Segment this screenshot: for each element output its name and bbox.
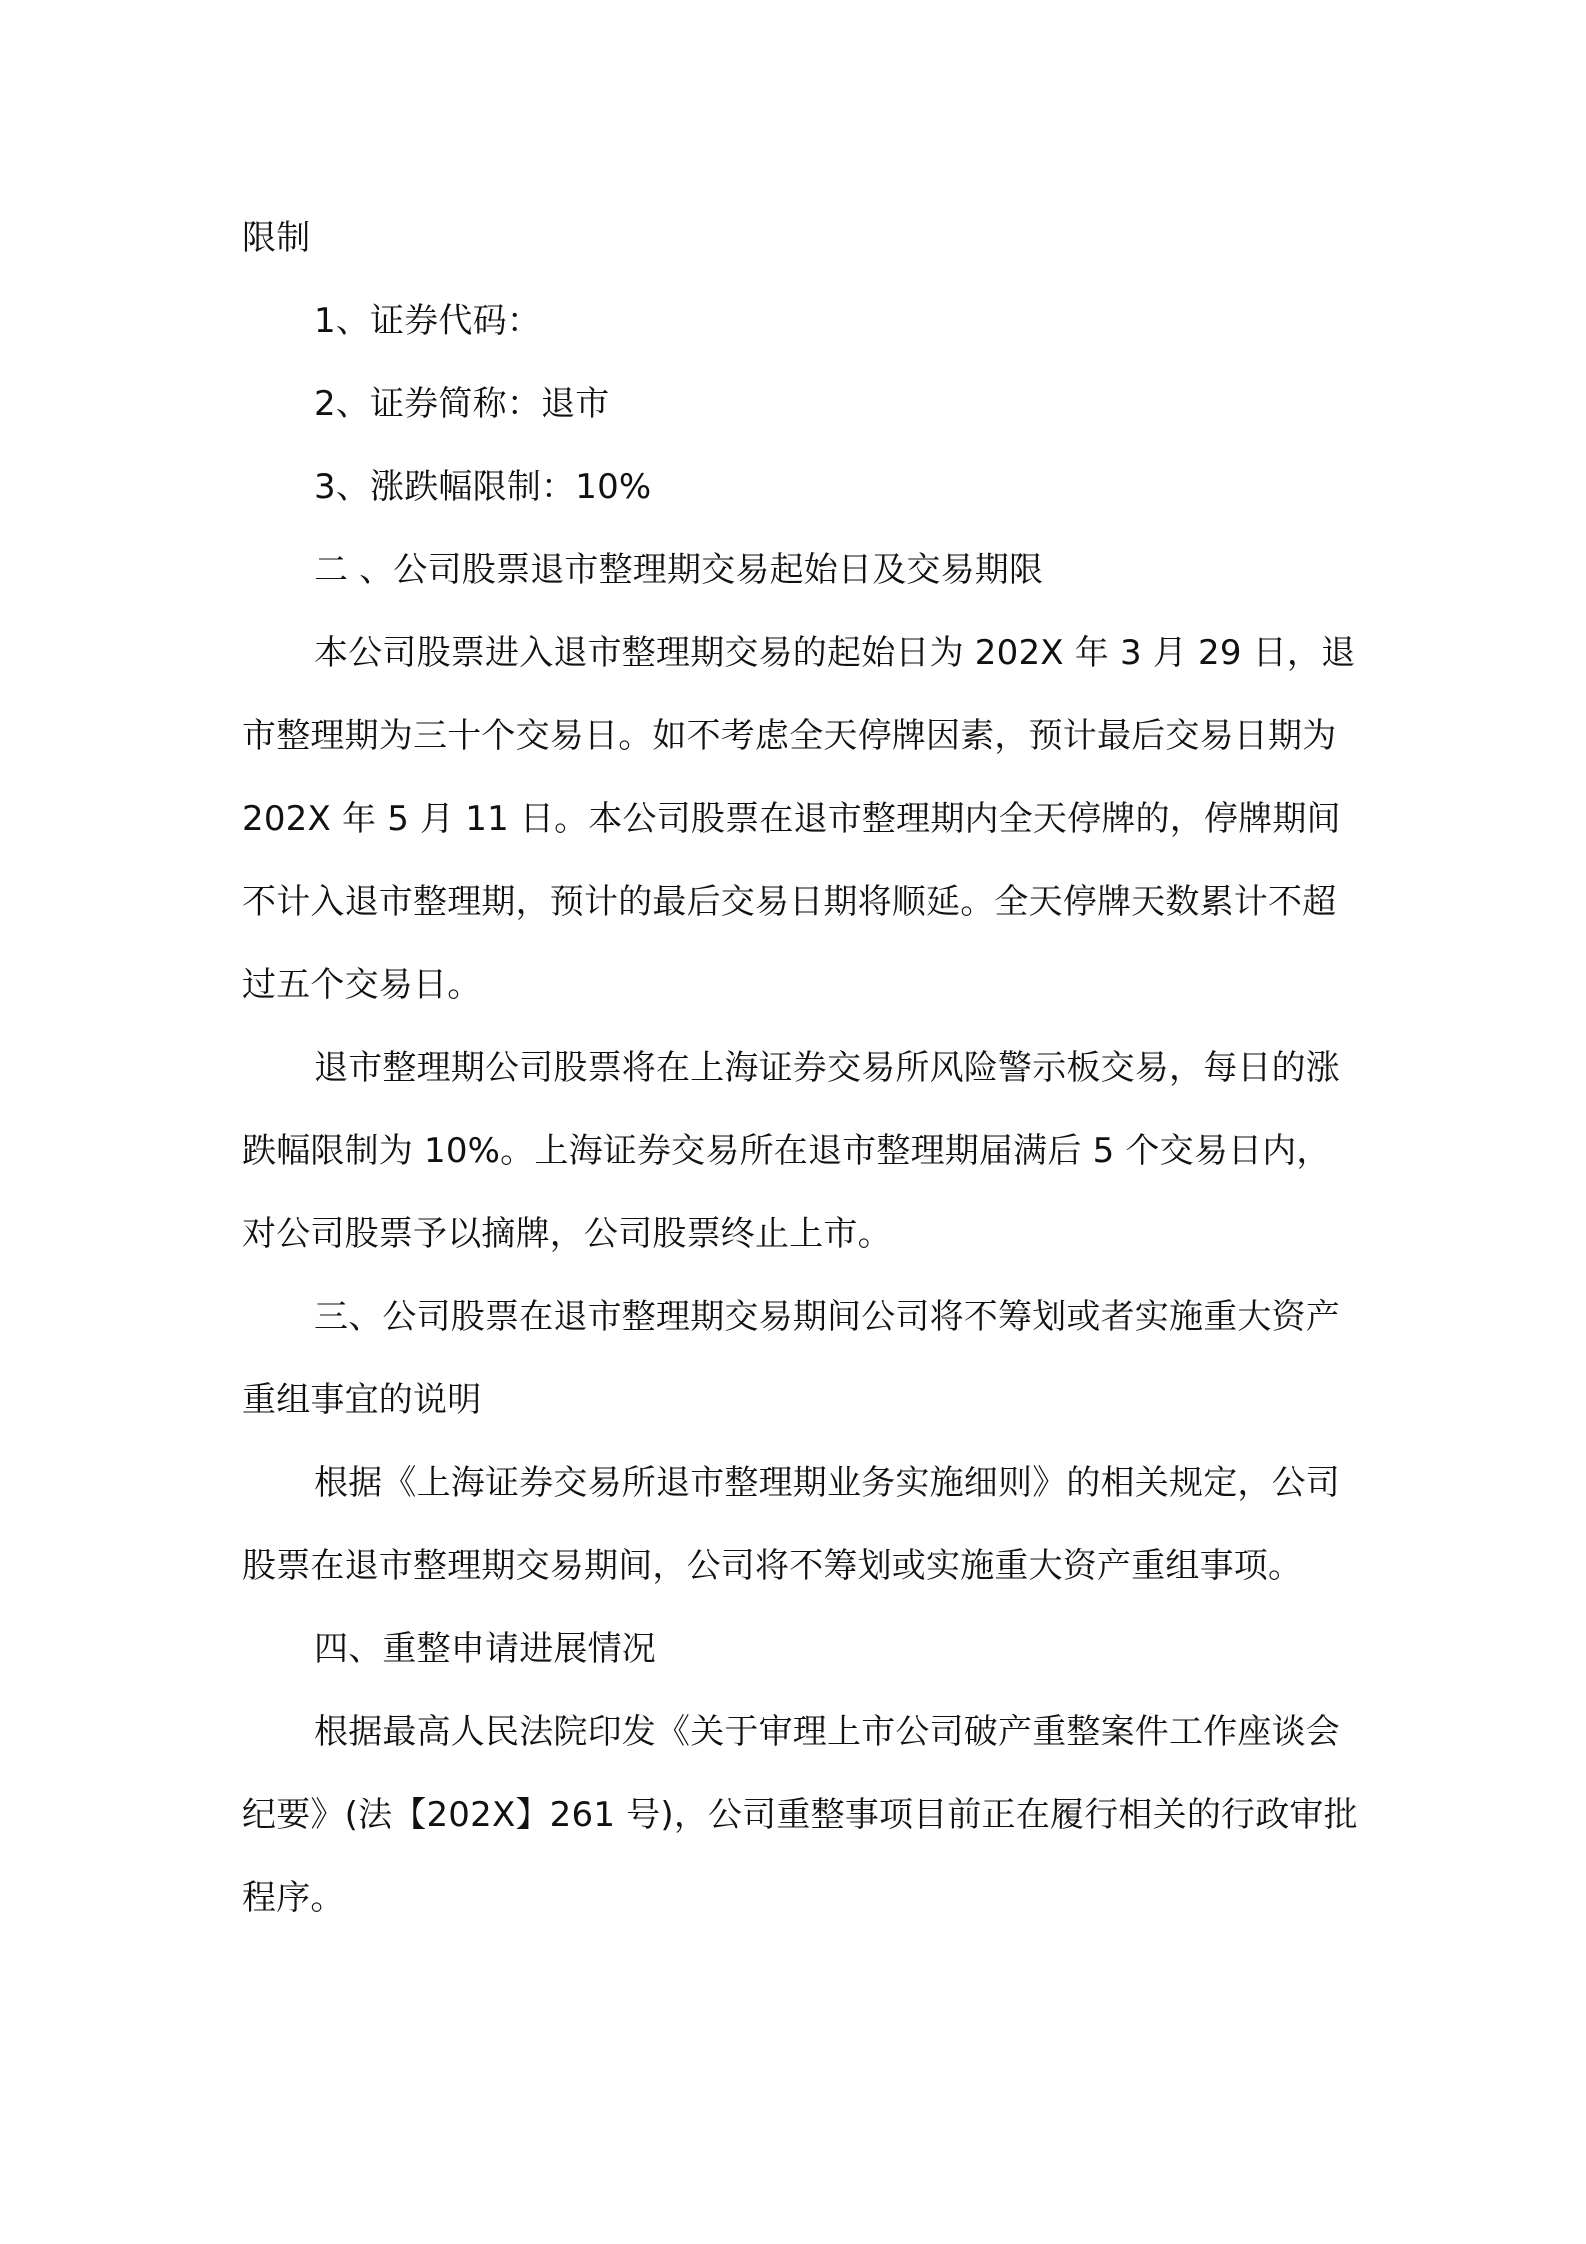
section-4-paragraph: 根据最高人民法院印发《关于审理上市公司破产重整案件工作座谈会纪要》(法【202X】261 号)，公司重整事项目前正在履行相关的行政审批程序。 — [242, 1712, 1358, 1918]
document-body — [242, 197, 1362, 1940]
section-4-heading: 四、重整申请进展情况 — [314, 1629, 656, 1669]
section-2-heading: 二 、公司股票退市整理期交易起始日及交易期限 — [314, 550, 1044, 590]
list-item-price-limit: 3、涨跌幅限制：10% — [314, 467, 652, 507]
list-item-security-code: 1、证券代码： — [314, 301, 542, 341]
section-3-paragraph: 根据《上海证券交易所退市整理期业务实施细则》的相关规定，公司股票在退市整理期交易期间，公司将不筹划或实施重大资产重组事项。 — [242, 1463, 1340, 1586]
list-item-security-name: 2、证券简称：退市 — [314, 384, 610, 424]
continuation-text: 限制 — [242, 218, 311, 258]
section-2-paragraph-1: 本公司股票进入退市整理期交易的起始日为 202X 年 3 月 29 日，退市整理期为三十个交易日。如不考虑全天停牌因素，预计最后交易日期为 202X 年 5 月 11 日。本公司股票在退市整理期内全天停牌的，停牌期间不计入退市整理期，预计的最后交易日期将顺延。全天停牌天数累计不超过五个交易日。 — [242, 633, 1356, 1005]
section-3-heading: 三、公司股票在退市整理期交易期间公司将不筹划或者实施重大资产重组事宜的说明 — [242, 1297, 1340, 1420]
section-2-paragraph-2: 退市整理期公司股票将在上海证券交易所风险警示板交易，每日的涨跌幅限制为 10%。上海证券交易所在退市整理期届满后 5 个交易日内，对公司股票予以摘牌，公司股票终止上市。 — [242, 1048, 1340, 1254]
